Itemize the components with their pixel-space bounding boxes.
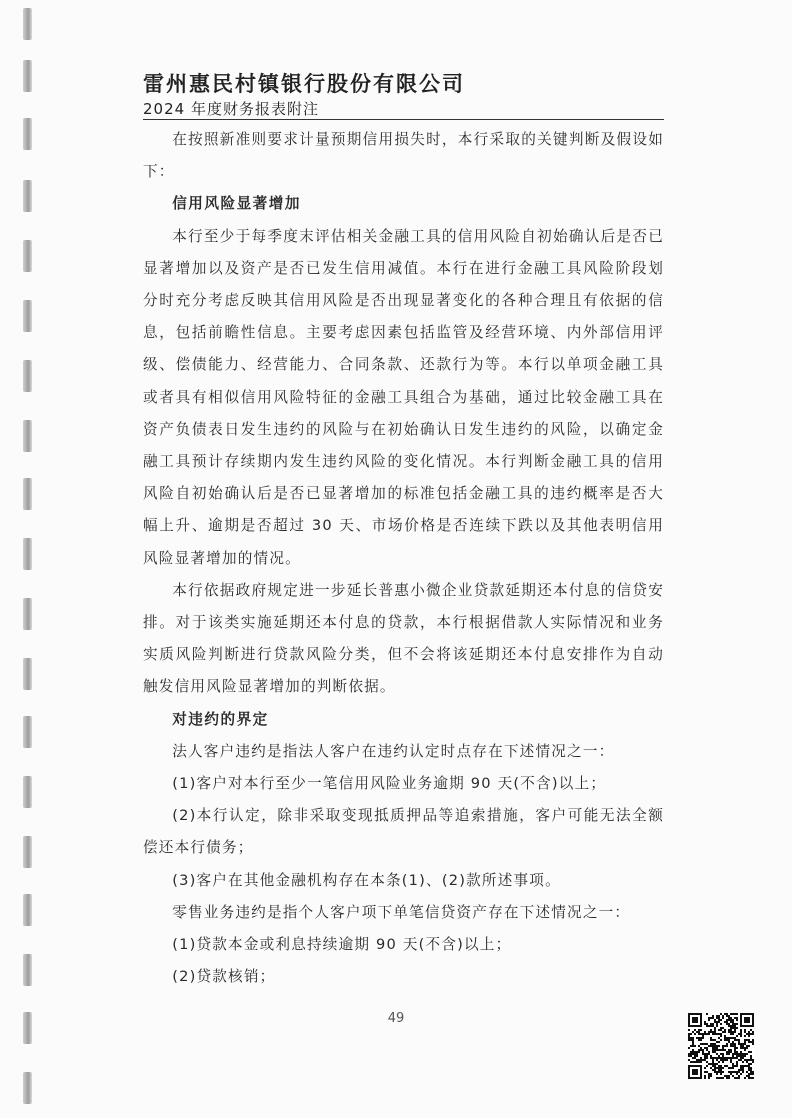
binding-hole <box>23 836 32 868</box>
list-item: (1)客户对本行至少一笔信用风险业务逾期 90 天(不含)以上； <box>172 775 607 793</box>
binding-hole <box>23 420 32 452</box>
binding-hole <box>23 954 32 986</box>
section-heading: 信用风险显著增加 <box>172 195 301 213</box>
header-rule <box>143 119 664 120</box>
list-item: (2)本行认定，除非采取变现抵质押品等追索措施，客户可能无法全额偿还本行债务； <box>143 807 664 857</box>
binding-hole <box>23 300 32 332</box>
document-body <box>143 124 664 993</box>
binding-hole <box>23 716 32 748</box>
binding-hole <box>23 478 32 510</box>
list-item: (3)客户在其他金融机构存在本条(1)、(2)款所述事项。 <box>172 871 561 889</box>
binding-hole <box>23 180 32 212</box>
report-subtitle: 2024 年度财务报表附注 <box>143 100 319 118</box>
binding-hole <box>23 538 32 570</box>
body-paragraph: 本行至少于每季度末评估相关金融工具的信用风险自初始确认后是否已显著增加以及资产是否已发生信用减值。本行在进行金融工具风险阶段划分时充分考虑反映其信用风险是否出现显著变化的各种合理且有依据的信息，包括前瞻性信息。主要考虑因素包括监管及经营环境、内外部信用评级、偿债能力、经营能力、合同条款、还款行为等。本行以单项金融工具或者具有相似信用风险特征的金融工具组合为基础，通过比较金融工具在资产负债表日发生违约的风险与在初始确认日发生违约的风险，以确定金融工具预计存续期内发生违约风险的变化情况。本行判断金融工具的信用风险自初始确认后是否已显著增加的标准包括金融工具的违约概率是否大幅上升、逾期是否超过 30 天、市场价格是否连续下跌以及其他表明信用风险显著增加的情况。 <box>143 227 664 567</box>
list-item: (1)贷款本金或利息持续逾期 90 天(不含)以上； <box>172 936 512 954</box>
binding-holes <box>0 0 40 1118</box>
binding-hole <box>23 118 32 150</box>
qr-code-icon <box>688 1013 754 1079</box>
body-paragraph: 本行依据政府规定进一步延长普惠小微企业贷款延期还本付息的信贷安排。对于该类实施延期还本付息的贷款，本行根据借款人实际情况和业务实质风险判断进行贷款风险分类，但不会将该延期还本付息安排作为自动触发信用风险显著增加的判断依据。 <box>143 581 664 696</box>
binding-hole <box>23 894 32 926</box>
list-intro: 零售业务违约是指个人客户项下单笔信贷资产存在下述情况之一： <box>172 903 631 921</box>
binding-hole <box>23 776 32 808</box>
binding-hole <box>23 598 32 630</box>
binding-hole <box>23 1072 32 1104</box>
intro-paragraph: 在按照新准则要求计量预期信用损失时，本行采取的关键判断及假设如下： <box>143 131 664 181</box>
binding-hole <box>23 240 32 272</box>
binding-hole <box>23 60 32 92</box>
binding-hole <box>23 360 32 392</box>
section-heading: 对违约的界定 <box>172 710 269 728</box>
binding-hole <box>23 658 32 690</box>
page-number: 49 <box>387 1011 405 1026</box>
binding-hole <box>23 8 32 40</box>
company-name: 雷州惠民村镇银行股份有限公司 <box>143 72 465 96</box>
list-intro: 法人客户违约是指法人客户在违约认定时点存在下述情况之一： <box>172 742 615 760</box>
list-item: (2)贷款核销； <box>172 968 276 986</box>
page-header <box>143 70 663 119</box>
